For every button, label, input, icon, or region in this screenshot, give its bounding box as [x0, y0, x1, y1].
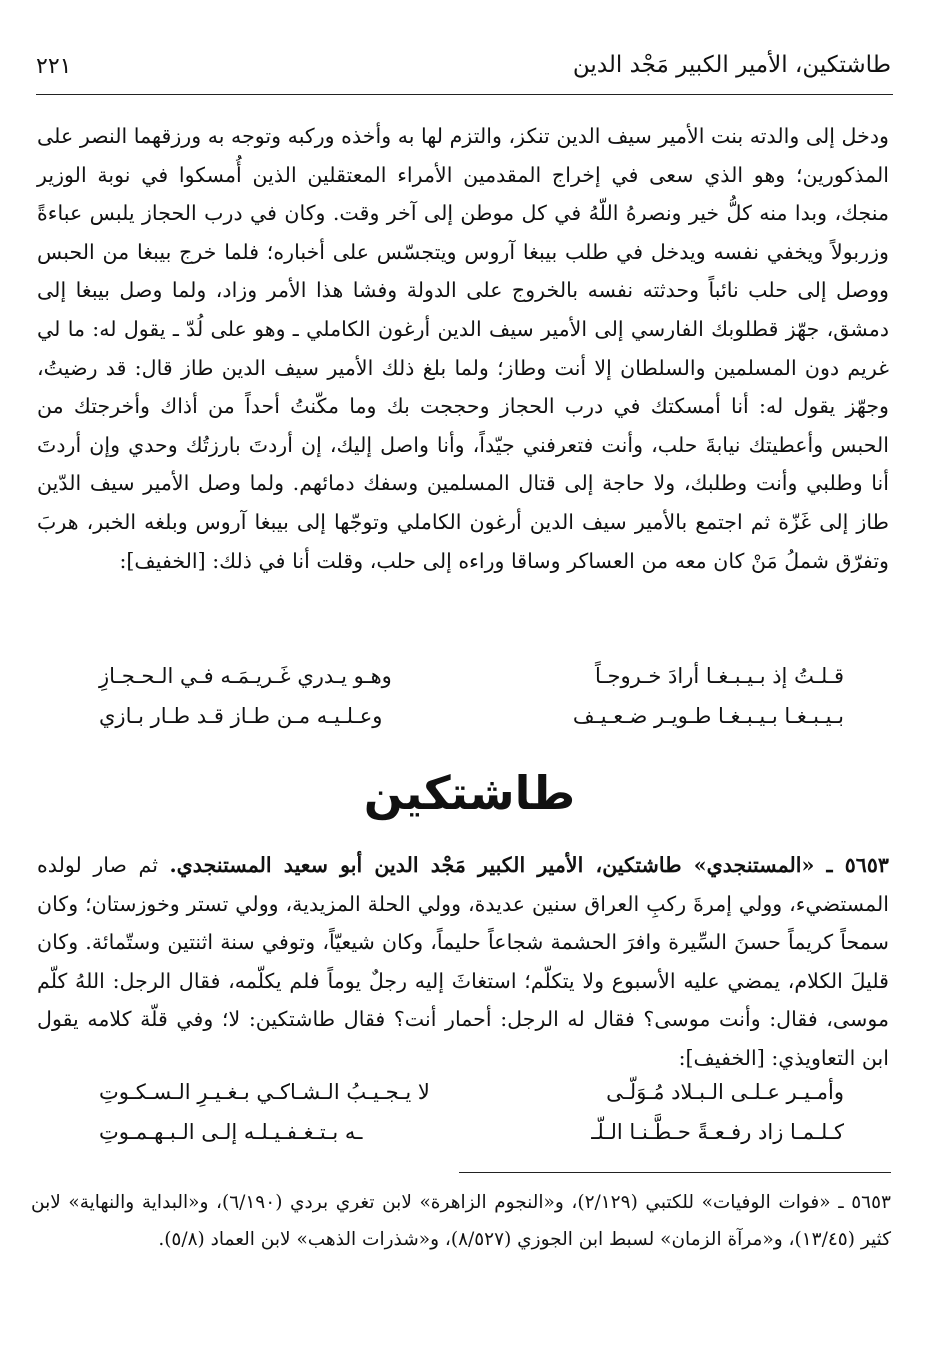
entry-paragraph	[37, 846, 889, 1078]
verse-line	[99, 704, 844, 744]
section-title: طاشتكين	[363, 766, 576, 820]
verse-hemistich-first: قـلـتُ إذ بـيـبـغـا أرادَ خـروجـاً	[594, 664, 844, 688]
verse-hemistich-second: وهـو يـدري غَـريـمَـه فـي الـحـجـازِ	[99, 664, 392, 688]
poem-verse-1	[99, 664, 844, 748]
footnote-rule	[459, 1172, 891, 1173]
verse-hemistich-first: وأمـيـر عـلـى الـبـلاد مُـوَلّـى	[606, 1080, 844, 1104]
running-title: طاشتكين، الأمير الكبير مَجْد الدين	[572, 52, 891, 78]
entry-body: ثم صار لولده المستضيء، وولي إمرةَ ركبِ العراق سنين عديدة، وولي الحلة المزيدية، وولي تستر وخوزستان؛ وكان سمحاً كريماً حسنَ السِّيرة وافرَ الحشمة شجاعاً حليماً، وكان شيعيّاً، وتوفي سنة اثنتين وستّمائة. وكان قليلَ الكلام، يمضي عليه الأسبوع ولا يتكلّم؛ استغاثَ إليه رجلٌ يوماً فلم يكلّمه، فقال الرجل: اللهُ كلّم موسى، فقال: وأنت موسى؟ فقال له الرجل: أحمار أنت؟ فقال طاشتكين: لا؛ وفي قلّة كلامه يقول ابن التعاويذي: [الخفيف]:	[37, 853, 889, 1070]
footnotes	[31, 1184, 891, 1258]
verse-hemistich-first: كـلـمـا زاد رفـعـةً حـطَّـنـا الـلّـ	[591, 1120, 844, 1144]
verse-line	[99, 664, 844, 704]
verse-line	[99, 1080, 844, 1120]
verse-line	[99, 1120, 844, 1160]
main-paragraph	[37, 117, 889, 580]
verse-hemistich-second: وعـلـيـه مـن طـاز قـد طـار بـازي	[99, 704, 383, 728]
poem-verse-2	[99, 1080, 844, 1160]
footnote-text: ٥٦٥٣ ـ «فوات الوفيات» للكتبي (٢/١٢٩)، و«النجوم الزاهرة» لابن تغري بردي (٦/١٩٠)، و«البداية والنهاية» لابن كثير (١٣/٤٥)، و«مرآة الزمان» لسبط ابن الجوزي (٨/٥٢٧)، و«شذرات الذهب» لابن العماد (٥/٨).	[31, 1192, 891, 1250]
verse-hemistich-second: لا يـجـيـبُ الـشـاكـي بـغـيـرِ الـسـكـوتِ	[99, 1080, 430, 1104]
entry-text	[37, 846, 889, 1078]
paragraph-text: ودخل إلى والدته بنت الأمير سيف الدين تنكز، والتزم لها به وأخذه وركبه وتوجه به ورزقهما النصر على المذكورين؛ وهو الذي سعى في إخراج المقدمين الأمراء المعتقلين الذين أُمسكوا في نوبة الوزير منجك، وبدا منه كلُّ خير ونصرهُ اللّهُ في كل موطن إلى آخر وقت. وكان في درب الحجاز يلبس عباءةً وزربولاً ويخفي نفسه ويدخل في طلب بيبغا آروس ويتجسّس على أخباره؛ فلما خرج بيبغا من الحبس ووصل إلى حلب نائباً وحدثته نفسه بالخروج على الدولة وفشا هذا الأمر وزاد، ولما وصل بيبغا إلى دمشق، جهّز قطلوبك الفارسي إلى الأمير سيف الدين أرغون الكاملي ـ وهو على لُدّ ـ يقول له: ما لي غريم دون المسلمين والسلطان إلا أنت وطاز؛ ولما بلغ ذلك الأمير سيف الدين طاز قال: قد رضيتُ، وجهّز يقول له: أنا أمسكتك في درب الحجاز وحججت بك وما مكّنتُ أحداً من أذاك وأخرجتك من الحبس وأعطيتك نيابةَ حلب، وأنت فتعرفني جيّداً، وأنا واصل إليك، إن أردتَ بارزتُك وحدي وإن أردتَ أنا وطلبي وأنت وطلبك، ولا حاجة إلى قتال المسلمين وسفك دمائهم. ولما وصل الأمير سيف الدّين طاز إلى غَزّة ثم اجتمع بالأمير سيف الدين أرغون الكاملي وتوجّها إلى بيبغا آروس وبلغه الخبر، هربَ وتفرّق شملُ مَنْ كان معه من العساكر وساقا وراءه إلى حلب، وقلت أنا في ذلك: [الخفيف]:	[37, 124, 889, 573]
header-rule	[36, 94, 893, 95]
entry-heading: ٥٦٥٣ ـ «المستنجدي» طاشتكين، الأمير الكبير مَجْد الدين أبو سعيد المستنجدي.	[169, 853, 889, 877]
verse-hemistich-first: بـيـبـغـا بـيـبـغـا طـويـر ضـعـيـف	[572, 704, 844, 728]
verse-hemistich-second: ـه بـتـغـفـيـلـه إلـى الـبـهـمـوتِ	[99, 1120, 363, 1144]
page-number: ٢٢١	[36, 54, 72, 79]
page-header	[36, 50, 891, 94]
